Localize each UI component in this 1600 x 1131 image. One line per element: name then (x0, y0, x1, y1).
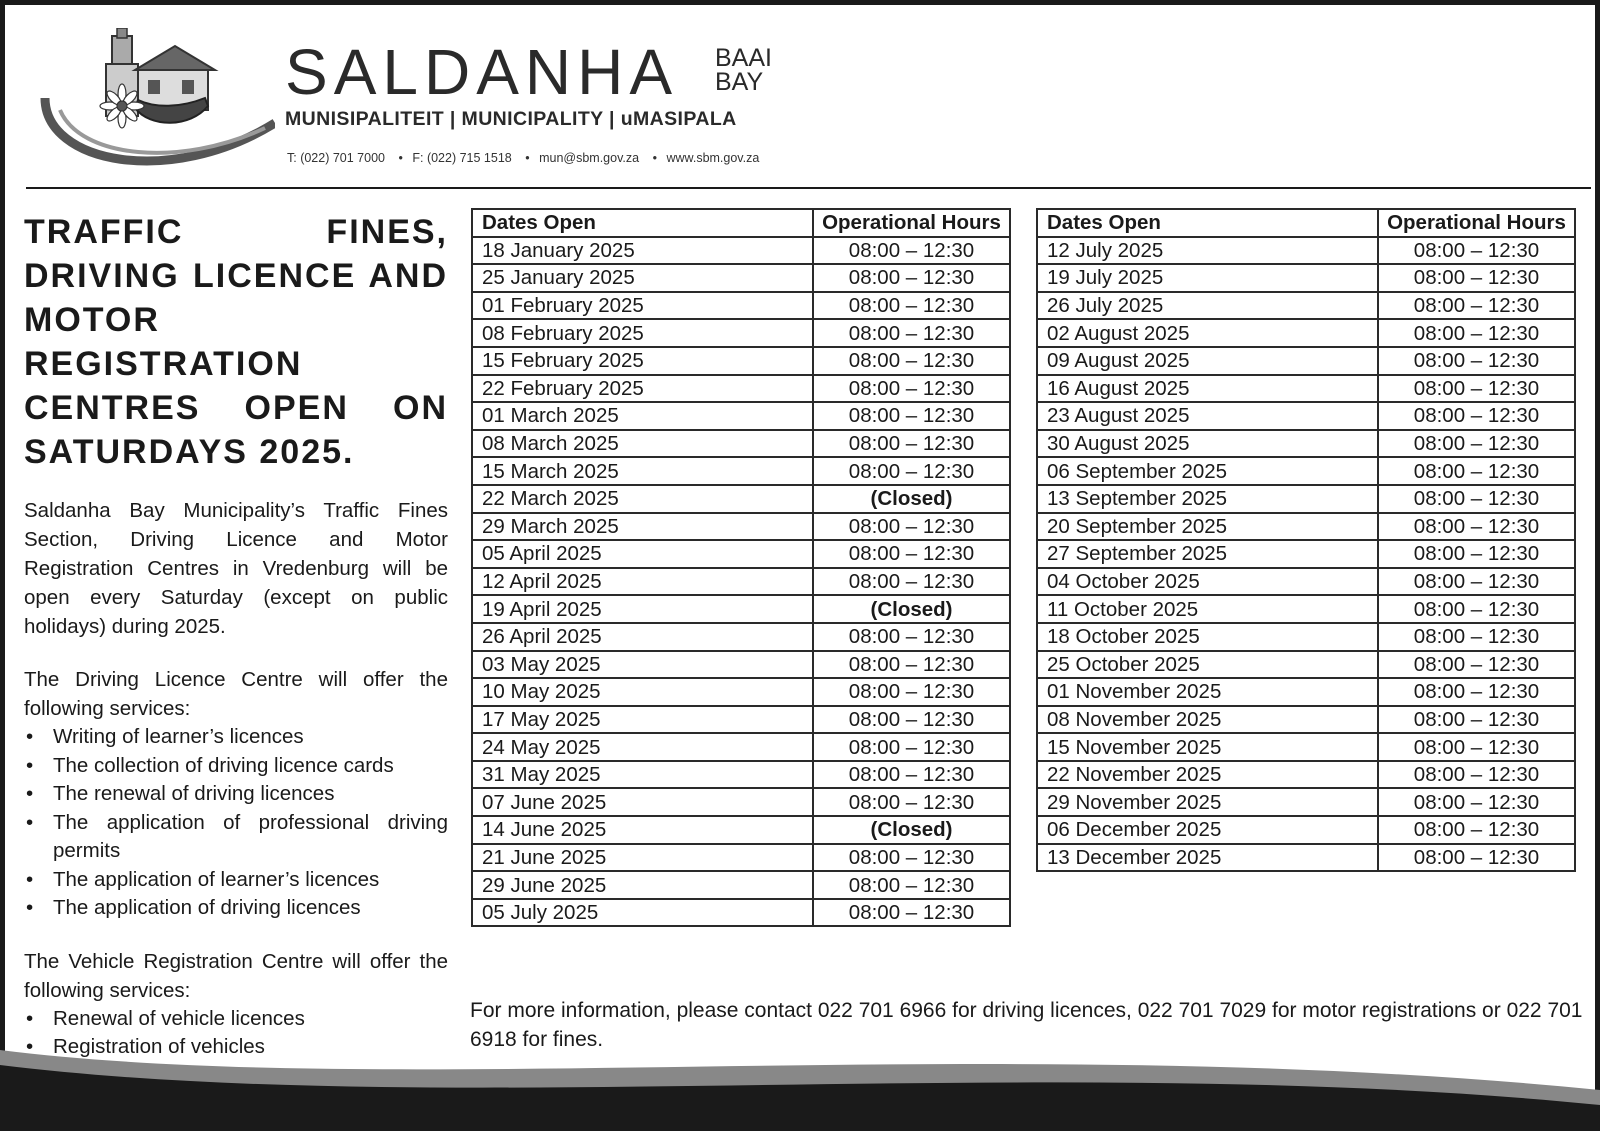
table-row (1037, 816, 1575, 844)
date-cell: 31 May 2025 (472, 761, 813, 789)
date-cell: 08 March 2025 (472, 430, 813, 458)
column-header-hours: Operational Hours (813, 209, 1010, 237)
table-row (472, 319, 1010, 347)
hours-cell: 08:00 – 12:30 (813, 402, 1010, 430)
date-cell: 26 April 2025 (472, 623, 813, 651)
date-cell: 15 March 2025 (472, 457, 813, 485)
hours-cell: 08:00 – 12:30 (1378, 457, 1575, 485)
table-row (472, 623, 1010, 651)
separator-dot: • (652, 151, 657, 165)
table-row (1037, 623, 1575, 651)
table-row (472, 844, 1010, 872)
table-row (472, 568, 1010, 596)
table-row (1037, 513, 1575, 541)
hours-cell: 08:00 – 12:30 (813, 292, 1010, 320)
date-cell: 15 November 2025 (1037, 733, 1378, 761)
hours-cell: 08:00 – 12:30 (1378, 678, 1575, 706)
table-row (472, 761, 1010, 789)
table-row (1037, 264, 1575, 292)
table-row (1037, 402, 1575, 430)
hours-cell: 08:00 – 12:30 (813, 568, 1010, 596)
schedule-table-2 (1036, 208, 1576, 872)
date-cell: 05 April 2025 (472, 540, 813, 568)
column-header-hours: Operational Hours (1378, 209, 1575, 237)
schedule-table-1 (471, 208, 1011, 927)
date-cell: 19 April 2025 (472, 595, 813, 623)
hours-cell: 08:00 – 12:30 (813, 678, 1010, 706)
brand-bay: BAY (715, 68, 764, 96)
schedule-table-1-body (472, 237, 1010, 927)
table-row (472, 871, 1010, 899)
table-row (1037, 651, 1575, 679)
hours-cell: 08:00 – 12:30 (1378, 651, 1575, 679)
date-cell: 01 November 2025 (1037, 678, 1378, 706)
date-cell: 11 October 2025 (1037, 595, 1378, 623)
separator-dot: • (398, 151, 403, 165)
date-cell: 14 June 2025 (472, 816, 813, 844)
hours-cell: 08:00 – 12:30 (1378, 595, 1575, 623)
hours-cell: 08:00 – 12:30 (1378, 568, 1575, 596)
table-row (472, 513, 1010, 541)
hours-cell: 08:00 – 12:30 (1378, 540, 1575, 568)
hours-cell: (Closed) (813, 816, 1010, 844)
driving-services-list (24, 723, 448, 923)
table-row (1037, 568, 1575, 596)
table-row (472, 375, 1010, 403)
hours-cell: 08:00 – 12:30 (813, 457, 1010, 485)
hours-cell: 08:00 – 12:30 (1378, 237, 1575, 265)
list-item: • The renewal of driving licences (24, 780, 448, 809)
list-item: • The application of professional driving permits (24, 809, 448, 866)
hours-cell: 08:00 – 12:30 (1378, 844, 1575, 872)
date-cell: 20 September 2025 (1037, 513, 1378, 541)
date-cell: 06 December 2025 (1037, 816, 1378, 844)
date-cell: 26 July 2025 (1037, 292, 1378, 320)
date-cell: 13 December 2025 (1037, 844, 1378, 872)
table-row (1037, 347, 1575, 375)
date-cell: 19 July 2025 (1037, 264, 1378, 292)
date-cell: 22 February 2025 (472, 375, 813, 403)
hours-cell: 08:00 – 12:30 (813, 761, 1010, 789)
date-cell: 22 November 2025 (1037, 761, 1378, 789)
table-row (472, 651, 1010, 679)
schedule-table-2-body (1037, 237, 1575, 872)
date-cell: 27 September 2025 (1037, 540, 1378, 568)
hours-cell: (Closed) (813, 485, 1010, 513)
hours-cell: 08:00 – 12:30 (813, 237, 1010, 265)
date-cell: 01 March 2025 (472, 402, 813, 430)
phone-number: T: (022) 701 7000 (287, 151, 385, 165)
date-cell: 01 February 2025 (472, 292, 813, 320)
website-link[interactable]: www.sbm.gov.za (666, 151, 760, 165)
date-cell: 15 February 2025 (472, 347, 813, 375)
hours-cell: 08:00 – 12:30 (813, 264, 1010, 292)
date-cell: 24 May 2025 (472, 733, 813, 761)
hours-cell: 08:00 – 12:30 (813, 623, 1010, 651)
date-cell: 05 July 2025 (472, 899, 813, 927)
date-cell: 08 November 2025 (1037, 706, 1378, 734)
date-cell: 04 October 2025 (1037, 568, 1378, 596)
brand-subtitle: MUNISIPALITEIT | MUNICIPALITY | uMASIPALA (285, 108, 737, 130)
date-cell: 16 August 2025 (1037, 375, 1378, 403)
column-header-dates: Dates Open (1037, 209, 1378, 237)
table-row (1037, 540, 1575, 568)
list-item: • Renewal of vehicle licences (24, 1005, 448, 1034)
date-cell: 13 September 2025 (1037, 485, 1378, 513)
table-row (472, 264, 1010, 292)
date-cell: 29 June 2025 (472, 871, 813, 899)
hours-cell: 08:00 – 12:30 (813, 347, 1010, 375)
hours-cell: 08:00 – 12:30 (813, 844, 1010, 872)
brand-name: SALDANHA (285, 36, 678, 108)
table-row (1037, 761, 1575, 789)
table-row (472, 457, 1010, 485)
table-row (1037, 375, 1575, 403)
table-row (472, 347, 1010, 375)
hours-cell: 08:00 – 12:30 (1378, 319, 1575, 347)
contact-footnote: For more information, please contact 022 701 6966 for driving licences, 022 701 7029 for motor registrations or 022 701 6918 for fines. (470, 999, 1583, 1051)
table-row (472, 485, 1010, 513)
brand-baai: BAAI (715, 44, 772, 72)
table-header-row (472, 209, 1010, 237)
table-row (1037, 292, 1575, 320)
hours-cell: 08:00 – 12:30 (1378, 816, 1575, 844)
brand-block (285, 36, 772, 108)
table-row (472, 430, 1010, 458)
hours-cell: 08:00 – 12:30 (1378, 292, 1575, 320)
table-row (472, 816, 1010, 844)
hours-cell: 08:00 – 12:30 (1378, 347, 1575, 375)
hours-cell: 08:00 – 12:30 (813, 319, 1010, 347)
table-header-row (1037, 209, 1575, 237)
hours-cell: 08:00 – 12:30 (813, 540, 1010, 568)
vehicle-services-intro: The Vehicle Registration Centre will offer the following services: (24, 949, 448, 1002)
list-item: • Writing of learner’s licences (24, 723, 448, 752)
table-row (1037, 844, 1575, 872)
table-row (1037, 430, 1575, 458)
table-row (1037, 595, 1575, 623)
hours-cell: 08:00 – 12:30 (813, 513, 1010, 541)
date-cell: 07 June 2025 (472, 788, 813, 816)
date-cell: 09 August 2025 (1037, 347, 1378, 375)
date-cell: 25 January 2025 (472, 264, 813, 292)
hours-cell: 08:00 – 12:30 (813, 706, 1010, 734)
date-cell: 23 August 2025 (1037, 402, 1378, 430)
list-item: • The collection of driving licence cards (24, 752, 448, 781)
list-item: • The application of learner’s licences (24, 866, 448, 895)
date-cell: 17 May 2025 (472, 706, 813, 734)
column-header-dates: Dates Open (472, 209, 813, 237)
page-title: TRAFFIC FINES, DRIVING LICENCE AND MOTOR REGISTRATION CENTRES OPEN ON SATURDAYS 2025. (24, 213, 448, 471)
date-cell: 12 July 2025 (1037, 237, 1378, 265)
email-link[interactable]: mun@sbm.gov.za (539, 151, 640, 165)
date-cell: 29 November 2025 (1037, 788, 1378, 816)
list-item: • Registration of vehicles (24, 1033, 448, 1062)
table-row (1037, 733, 1575, 761)
hours-cell: 08:00 – 12:30 (1378, 513, 1575, 541)
table-row (472, 678, 1010, 706)
contact-line (287, 151, 759, 165)
table-row (1037, 485, 1575, 513)
table-row (1037, 237, 1575, 265)
hours-cell: 08:00 – 12:30 (1378, 264, 1575, 292)
brand-baai-bay (715, 46, 772, 94)
table-row (472, 595, 1010, 623)
date-cell: 18 October 2025 (1037, 623, 1378, 651)
hours-cell: 08:00 – 12:30 (1378, 402, 1575, 430)
table-row (1037, 678, 1575, 706)
date-cell: 03 May 2025 (472, 651, 813, 679)
table-row (472, 899, 1010, 927)
table-row (1037, 457, 1575, 485)
table-row (472, 540, 1010, 568)
table-row (1037, 706, 1575, 734)
left-column (24, 210, 448, 1062)
municipality-logo (40, 28, 275, 168)
hours-cell: 08:00 – 12:30 (813, 871, 1010, 899)
table-row (472, 733, 1010, 761)
separator-dot: • (525, 151, 530, 165)
date-cell: 02 August 2025 (1037, 319, 1378, 347)
hours-cell: 08:00 – 12:30 (813, 788, 1010, 816)
hours-cell: (Closed) (813, 595, 1010, 623)
hours-cell: 08:00 – 12:30 (813, 733, 1010, 761)
hours-cell: 08:00 – 12:30 (1378, 375, 1575, 403)
table-row (472, 402, 1010, 430)
date-cell: 12 April 2025 (472, 568, 813, 596)
hours-cell: 08:00 – 12:30 (1378, 733, 1575, 761)
hours-cell: 08:00 – 12:30 (1378, 788, 1575, 816)
fax-number: F: (022) 715 1518 (412, 151, 512, 165)
date-cell: 22 March 2025 (472, 485, 813, 513)
list-item: • The application of driving licences (24, 894, 448, 923)
date-cell: 18 January 2025 (472, 237, 813, 265)
date-cell: 21 June 2025 (472, 844, 813, 872)
hours-cell: 08:00 – 12:30 (813, 651, 1010, 679)
driving-services-intro: The Driving Licence Centre will offer the following services: (24, 668, 448, 720)
hours-cell: 08:00 – 12:30 (1378, 761, 1575, 789)
hours-cell: 08:00 – 12:30 (1378, 623, 1575, 651)
table-row (472, 237, 1010, 265)
intro-paragraph: Saldanha Bay Municipality’s Traffic Fines Section, Driving Licence and Motor Registration Centres in Vredenburg will be open every Saturday (except on public holidays) during 2025. (24, 499, 448, 638)
hours-cell: 08:00 – 12:30 (813, 430, 1010, 458)
date-cell: 08 February 2025 (472, 319, 813, 347)
table-row (472, 706, 1010, 734)
hours-cell: 08:00 – 12:30 (813, 375, 1010, 403)
date-cell: 10 May 2025 (472, 678, 813, 706)
footer-swoosh (0, 1040, 1600, 1131)
hours-cell: 08:00 – 12:30 (1378, 430, 1575, 458)
header-divider (26, 187, 1591, 189)
table-row (1037, 319, 1575, 347)
table-row (472, 788, 1010, 816)
hours-cell: 08:00 – 12:30 (813, 899, 1010, 927)
table-row (1037, 788, 1575, 816)
date-cell: 29 March 2025 (472, 513, 813, 541)
hours-cell: 08:00 – 12:30 (1378, 485, 1575, 513)
hours-cell: 08:00 – 12:30 (1378, 706, 1575, 734)
date-cell: 25 October 2025 (1037, 651, 1378, 679)
date-cell: 06 September 2025 (1037, 457, 1378, 485)
table-row (472, 292, 1010, 320)
date-cell: 30 August 2025 (1037, 430, 1378, 458)
